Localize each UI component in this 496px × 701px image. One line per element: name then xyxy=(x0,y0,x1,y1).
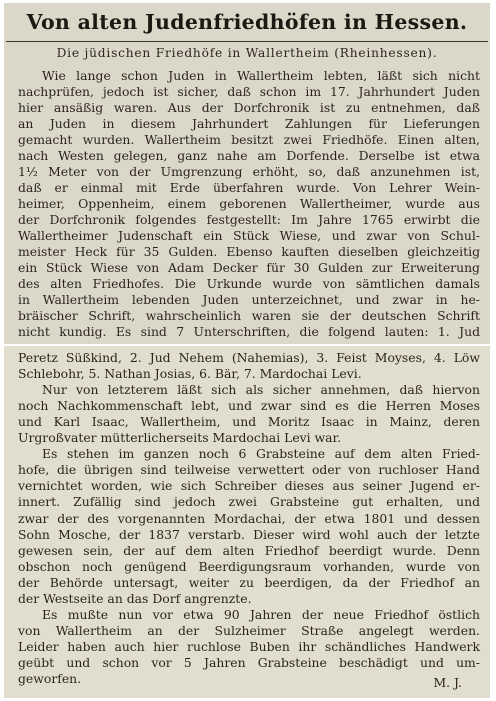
text-line: in Wallertheim lebenden Juden unterzeichnet, und zwar in he- xyxy=(18,292,480,307)
text-line: heimer, Oppenheim, einem geborenen Wallertheimer, wurde aus xyxy=(18,196,480,211)
text-line: noch Nachkommenschaft lebt, und zwar sind es die Herren Moses xyxy=(18,398,480,414)
text-line: Sohn Mosche, der 1837 verstarb. Dieser wird wohl auch der letzte xyxy=(18,526,480,542)
text-line: Wie lange schon Juden in Wallertheim lebten, läßt sich nicht xyxy=(42,68,480,83)
text-line: Wallertheimer Judenschaft ein Stück Wiese, und zwar von Schul- xyxy=(18,228,480,243)
text-line: geworfen. xyxy=(18,671,82,686)
text-line: gewesen sein, der auf dem alten Friedhof beerdigt wurde. Denn xyxy=(18,542,480,558)
text-line: von Wallertheim an der Sulzheimer Straße angelegt werden. xyxy=(18,622,480,638)
text-line: gemacht wurden. Wallertheim besitzt zwei Friedhöfe. Einen alten, xyxy=(18,132,480,147)
text-line: hier ansäßig waren. Aus der Dorfchronik ist zu entnehmen, daß xyxy=(18,100,480,115)
text-line: daß er einmal mit Erde überfahren wurde. Von Lehrer Wein- xyxy=(18,180,480,195)
text-line: der Dorfchronik folgendes festgestellt: Im Jahre 1765 erwirbt die xyxy=(18,212,480,227)
article-headline: Von alten Judenfriedhöfen in Hessen. xyxy=(26,10,468,34)
text-line: obschon noch genügend Beerdigungsraum vorhanden, wurde von xyxy=(18,558,480,574)
text-line: 1½ Meter von der Umgrenzung erhöht, so, daß anzunehmen ist, xyxy=(18,164,480,179)
text-line: nicht kundig. Es sind 7 Unterschriften, die folgend lauten: 1. Jud xyxy=(18,324,480,339)
text-line: Es mußte nun vor etwa 90 Jahren der neue Friedhof östlich xyxy=(42,606,480,622)
text-line: Urgroßvater mütterlicherseits Mardochai Levi war. xyxy=(18,430,342,446)
text-line: Nur von letzterem läßt sich als sicher annehmen, daß hiervon xyxy=(42,382,480,398)
text-line: der Westseite an das Dorf angrenzte. xyxy=(18,590,252,606)
text-line: meister Heck für 35 Gulden. Ebenso kauften dieselben gleichzeitig xyxy=(18,244,480,259)
text-line: zwar der des vorgenannten Mordachai, der etwa 1801 und dessen xyxy=(18,510,480,526)
text-line: nachprüfen, jedoch ist sicher, daß schon im 17. Jahrhundert Juden xyxy=(18,84,480,99)
text-line: Es stehen im ganzen noch 6 Grabsteine auf dem alten Fried- xyxy=(42,446,480,462)
text-line: innert. Zufällig sind jedoch zwei Grabsteine gut erhalten, und xyxy=(18,494,480,510)
text-line: nach Westen gelegen, ganz nahe am Dorfende. Derselbe ist etwa xyxy=(18,148,480,163)
text-line: bräischer Schrift, wahrscheinlich waren sie der deutschen Schrift xyxy=(18,308,480,323)
article-clipping-top xyxy=(4,3,490,344)
text-line: des alten Friedhofes. Die Urkunde wurde von sämtlichen damals xyxy=(18,276,480,291)
text-line: der Behörde untersagt, weiter zu beerdigen, da der Friedhof an xyxy=(18,574,480,590)
text-line: hofe, die übrigen sind teilweise verwettert oder von ruchloser Hand xyxy=(18,462,480,478)
headline-rule xyxy=(6,41,488,42)
text-line: geübt und schon vor 5 Jahren Grabsteine beschädigt und um- xyxy=(18,654,480,670)
author-signature: M. J. xyxy=(433,675,462,690)
text-line: Leider haben auch hier ruchlose Buben ihr schändliches Handwerk xyxy=(18,638,480,654)
text-line: vernichtet worden, wie sich Schreiber dieses aus seiner Jugend er- xyxy=(18,478,480,494)
text-line: Peretz Süßkind, 2. Jud Nehem (Nahemias), 3. Feist Moyses, 4. Löw xyxy=(18,350,480,365)
article-subtitle: Die jüdischen Friedhöfe in Wallertheim (Rheinhessen). xyxy=(56,46,438,60)
text-line: und Karl Isaac, Wallertheim, und Moritz Isaac in Mainz, deren xyxy=(18,414,480,430)
article-clipping-bottom xyxy=(4,346,490,698)
text-line: ein Stück Wiese von Adam Decker für 30 Gulden zur Erweiterung xyxy=(18,260,480,275)
text-line: an Juden in diesem Jahrhundert Zahlungen für Lieferungen xyxy=(18,116,480,131)
text-line: Schlebohr, 5. Nathan Josias, 6. Bär, 7. Mardochai Levi. xyxy=(18,366,362,382)
